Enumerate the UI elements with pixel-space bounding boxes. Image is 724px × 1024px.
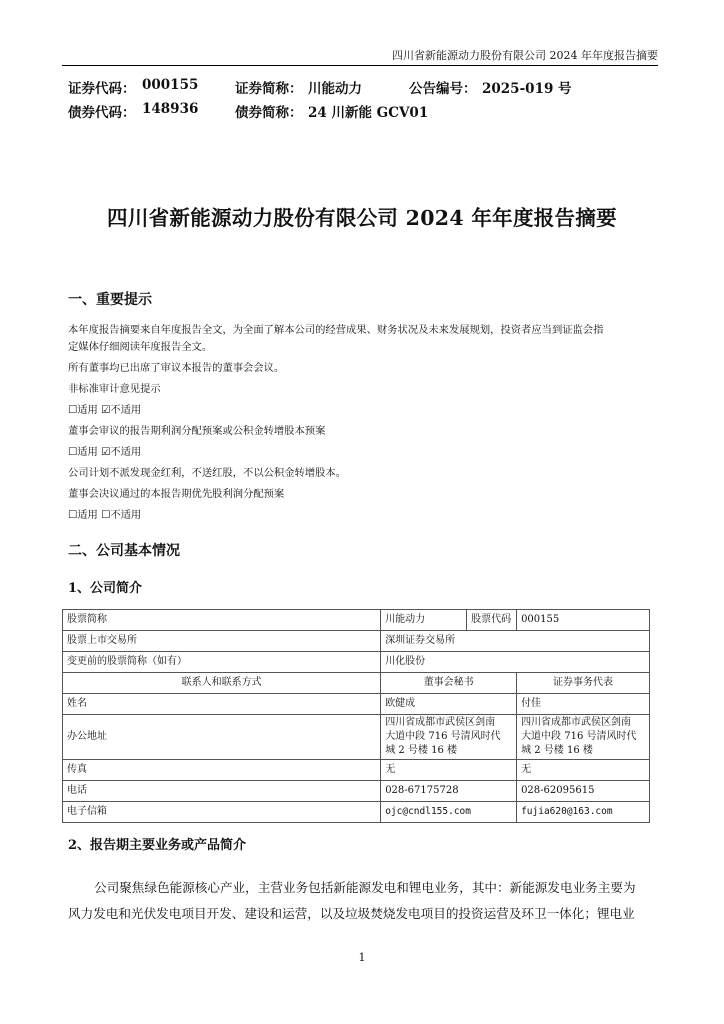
table-cell: 办公地址 — [63, 715, 381, 760]
table-cell: 欧健成 — [381, 694, 517, 715]
company-profile-table — [62, 609, 650, 823]
table-row — [63, 715, 650, 760]
table-cell: 付佳 — [517, 694, 650, 715]
business-line-2: 风力发电和光伏发电项目开发、建设和运营，以及垃圾焚烧发电项目的投资运营及环卫一体化；锂电业 — [68, 906, 635, 921]
page-header: 四川省新能源动力股份有限公司 2024 年年度报告摘要 — [62, 47, 658, 66]
main-business-text — [68, 875, 658, 927]
table-row — [63, 781, 650, 802]
bond-code-label: 债券代码： — [68, 105, 136, 121]
table-cell: 姓名 — [63, 694, 381, 715]
table-row — [63, 802, 650, 823]
table-cell: 股票简称 — [63, 610, 381, 631]
company-profile-subheading: 1、公司简介 — [68, 581, 143, 596]
table-cell: 无 — [381, 760, 517, 781]
summary-source-line-2: 定媒体仔细阅读年度报告全文。 — [68, 341, 213, 353]
dividend-plan: 公司计划不派发现金红利，不送红股，不以公积金转增股本。 — [68, 467, 347, 479]
section-company-info-heading: 二、公司基本情况 — [68, 543, 180, 559]
address-line: 大道中段 716 号清风时代 — [521, 731, 637, 742]
bond-abbr: 24 川新能 GCV01 — [308, 105, 429, 121]
profit-distribution-label: 董事会审议的报告期利润分配预案或公积金转增股本预案 — [68, 425, 326, 437]
address-line: 城 2 号楼 16 楼 — [521, 745, 593, 756]
stock-abbr-label: 证券简称： — [235, 81, 303, 97]
stock-code-label: 证券代码： — [68, 81, 136, 97]
stock-code: 000155 — [142, 77, 199, 93]
business-line-1: 公司聚焦绿色能源核心产业，主营业务包括新能源发电和锂电业务，其中：新能源发电业务主要为 — [94, 880, 636, 895]
table-cell — [517, 715, 650, 760]
table-row — [63, 631, 650, 652]
table-cell: 电子信箱 — [63, 802, 381, 823]
table-row — [63, 610, 650, 631]
table-cell: 川能动力 — [381, 610, 467, 631]
summary-source-line-1: 本年度报告摘要来自年度报告全文，为全面了解本公司的经营成果、财务状况及未来发展规划，投资者应当到证监会指 — [68, 324, 604, 336]
table-cell: 传真 — [63, 760, 381, 781]
preferred-stock-options: ☐适用 ☐不适用 — [68, 509, 142, 521]
bond-abbr-label: 债券简称： — [235, 105, 303, 121]
table-row — [63, 694, 650, 715]
table-cell: 电话 — [63, 781, 381, 802]
table-cell: 深圳证券交易所 — [381, 631, 650, 652]
preferred-stock-label: 董事会决议通过的本报告期优先股利润分配预案 — [68, 488, 285, 500]
section-important-notice-heading: 一、重要提示 — [68, 292, 152, 308]
address-line: 大道中段 716 号清风时代 — [385, 731, 501, 742]
page-number: 1 — [358, 951, 366, 964]
table-cell — [381, 715, 517, 760]
table-cell: 变更前的股票简称（如有） — [63, 652, 381, 673]
non-standard-audit-label: 非标准审计意见提示 — [68, 383, 161, 395]
table-cell: 股票代码 — [467, 610, 517, 631]
table-row — [63, 673, 650, 694]
notice-no: 2025-019 号 — [482, 81, 572, 97]
table-cell: 028-67175728 — [381, 781, 517, 802]
stock-abbr: 川能动力 — [308, 81, 362, 97]
table-cell: 000155 — [517, 610, 650, 631]
notice-no-label: 公告编号： — [409, 81, 477, 97]
section-important-notice-body — [68, 322, 658, 524]
bond-code: 148936 — [142, 101, 199, 117]
table-cell: ojc@cndl155.com — [381, 802, 517, 823]
table-row — [63, 652, 650, 673]
table-cell: 证券事务代表 — [517, 673, 650, 694]
table-cell: 董事会秘书 — [381, 673, 517, 694]
table-cell: 028-62095615 — [517, 781, 650, 802]
document-title: 四川省新能源动力股份有限公司 2024 年年度报告摘要 — [107, 206, 617, 230]
table-cell: fujia620@163.com — [517, 802, 650, 823]
address-line: 城 2 号楼 16 楼 — [385, 745, 457, 756]
table-cell: 联系人和联系方式 — [63, 673, 381, 694]
directors-attendance: 所有董事均已出席了审议本报告的董事会会议。 — [68, 362, 285, 374]
address-line: 四川省成都市武侯区剑南 — [521, 717, 632, 728]
non-standard-audit-options: ☐适用 ☑不适用 — [68, 404, 142, 416]
address-line: 四川省成都市武侯区剑南 — [385, 717, 496, 728]
table-row — [63, 760, 650, 781]
table-cell: 川化股份 — [381, 652, 650, 673]
main-business-subheading: 2、报告期主要业务或产品简介 — [68, 838, 247, 853]
profit-distribution-options: ☐适用 ☑不适用 — [68, 446, 142, 458]
table-cell: 股票上市交易所 — [63, 631, 381, 652]
table-cell: 无 — [517, 760, 650, 781]
